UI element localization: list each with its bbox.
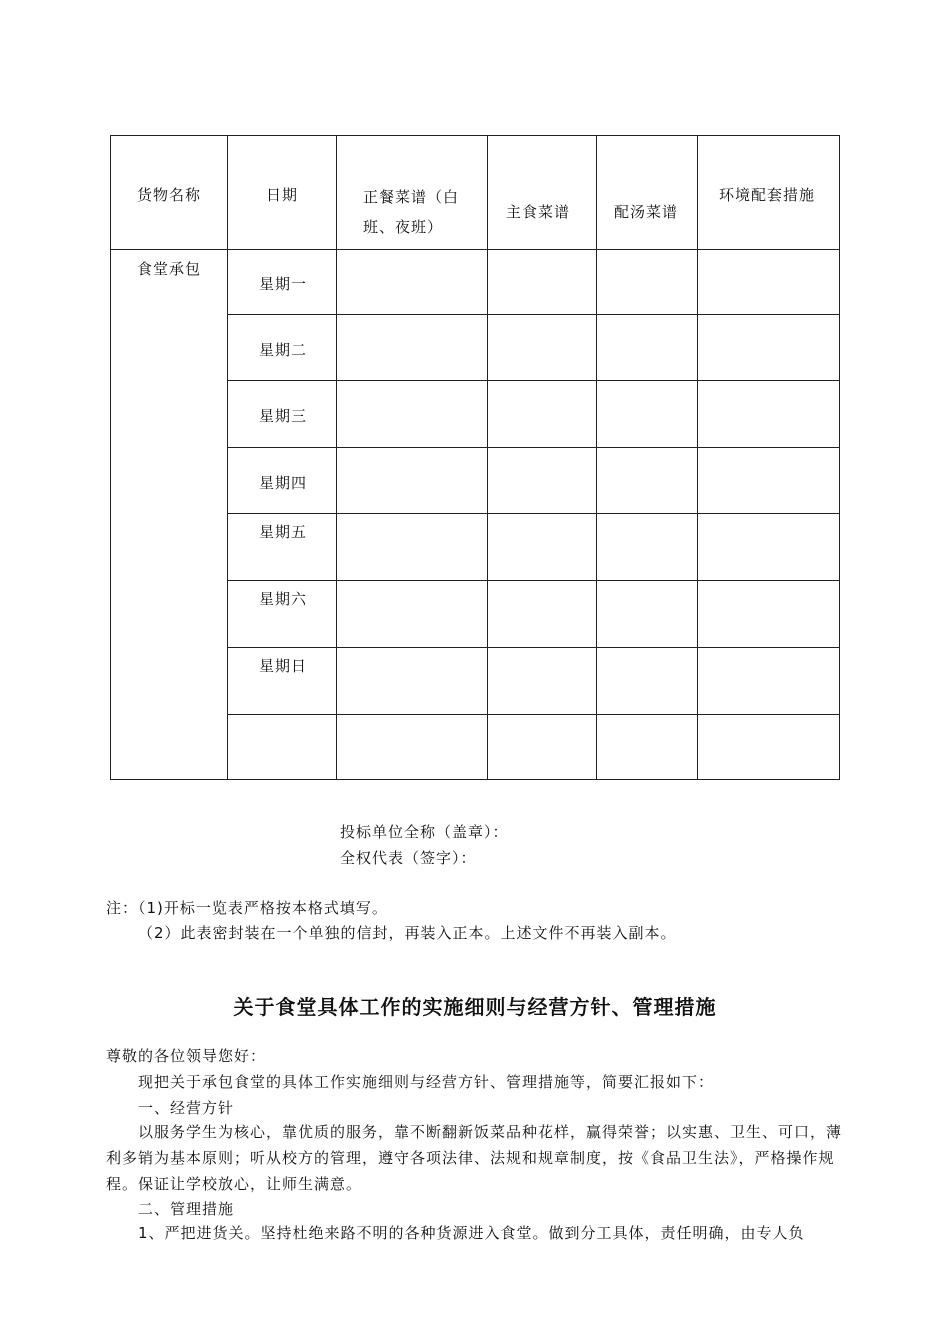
header-goods-name: 货物名称 — [137, 186, 202, 204]
column-divider — [697, 135, 698, 780]
intro-paragraph: 现把关于承包食堂的具体工作实施细则与经营方针、管理措施等，简要汇报如下： — [138, 1073, 715, 1091]
column-divider — [336, 135, 337, 780]
row-divider — [227, 714, 840, 715]
row-divider — [227, 647, 840, 648]
bidder-signature-line: 投标单位全称（盖章）： — [340, 823, 509, 841]
row-divider — [227, 513, 840, 514]
day-label: 星期二 — [259, 341, 308, 359]
day-label: 星期日 — [259, 657, 308, 675]
section-2-title: 二、管理措施 — [138, 1200, 235, 1218]
note-line-1: 注：（1)开标一览表严格按本格式填写。 — [106, 899, 388, 917]
row-divider — [227, 380, 840, 381]
item-name-cell: 食堂承包 — [137, 260, 202, 278]
table-border-right — [839, 135, 840, 780]
header-staple-menu: 主食菜谱 — [506, 203, 571, 221]
section-1-body: 以服务学生为核心，靠优质的服务，靠不断翻新饭菜品种花样，赢得荣誉；以实惠、卫生、可口，薄利多销为基本原则；听从校方的管理，遵守各项法律、法规和规章制度，按《食品卫生法》，严格操作规程。保证让学校放心，让师生满意。 — [106, 1123, 843, 1193]
section-1-title: 一、经营方针 — [138, 1099, 235, 1117]
article-title: 关于食堂具体工作的实施细则与经营方针、管理措施 — [233, 995, 717, 1019]
day-label: 星期一 — [259, 275, 308, 293]
day-label: 星期五 — [259, 523, 308, 541]
day-label: 星期三 — [259, 407, 308, 425]
table-border-left — [110, 135, 111, 780]
row-divider — [227, 447, 840, 448]
header-environment: 环境配套措施 — [719, 186, 816, 204]
column-divider — [227, 135, 228, 780]
header-main-menu-line1: 正餐菜谱（白 — [363, 188, 460, 206]
representative-signature-line: 全权代表（签字）： — [340, 849, 477, 867]
day-label: 星期六 — [259, 590, 308, 608]
row-divider — [227, 580, 840, 581]
bid-menu-table — [110, 135, 840, 780]
header-date: 日期 — [266, 186, 299, 204]
day-label: 星期四 — [259, 474, 308, 492]
header-divider — [110, 249, 840, 250]
greeting: 尊敬的各位领导您好： — [106, 1047, 267, 1065]
section-2-item-1: 1、严把进货关。坚持杜绝来路不明的各种货源进入食堂。做到分工具体，责任明确，由专人负 — [138, 1224, 805, 1242]
note-line-2: （2）此表密封装在一个单独的信封，再装入正本。上述文件不再装入副本。 — [138, 924, 677, 942]
column-divider — [596, 135, 597, 780]
table-border-bottom — [110, 779, 840, 780]
header-soup-menu: 配汤菜谱 — [614, 203, 679, 221]
header-main-menu-line2: 班、夜班） — [363, 218, 444, 236]
column-divider — [487, 135, 488, 780]
row-divider — [227, 314, 840, 315]
table-border-top — [110, 135, 840, 136]
